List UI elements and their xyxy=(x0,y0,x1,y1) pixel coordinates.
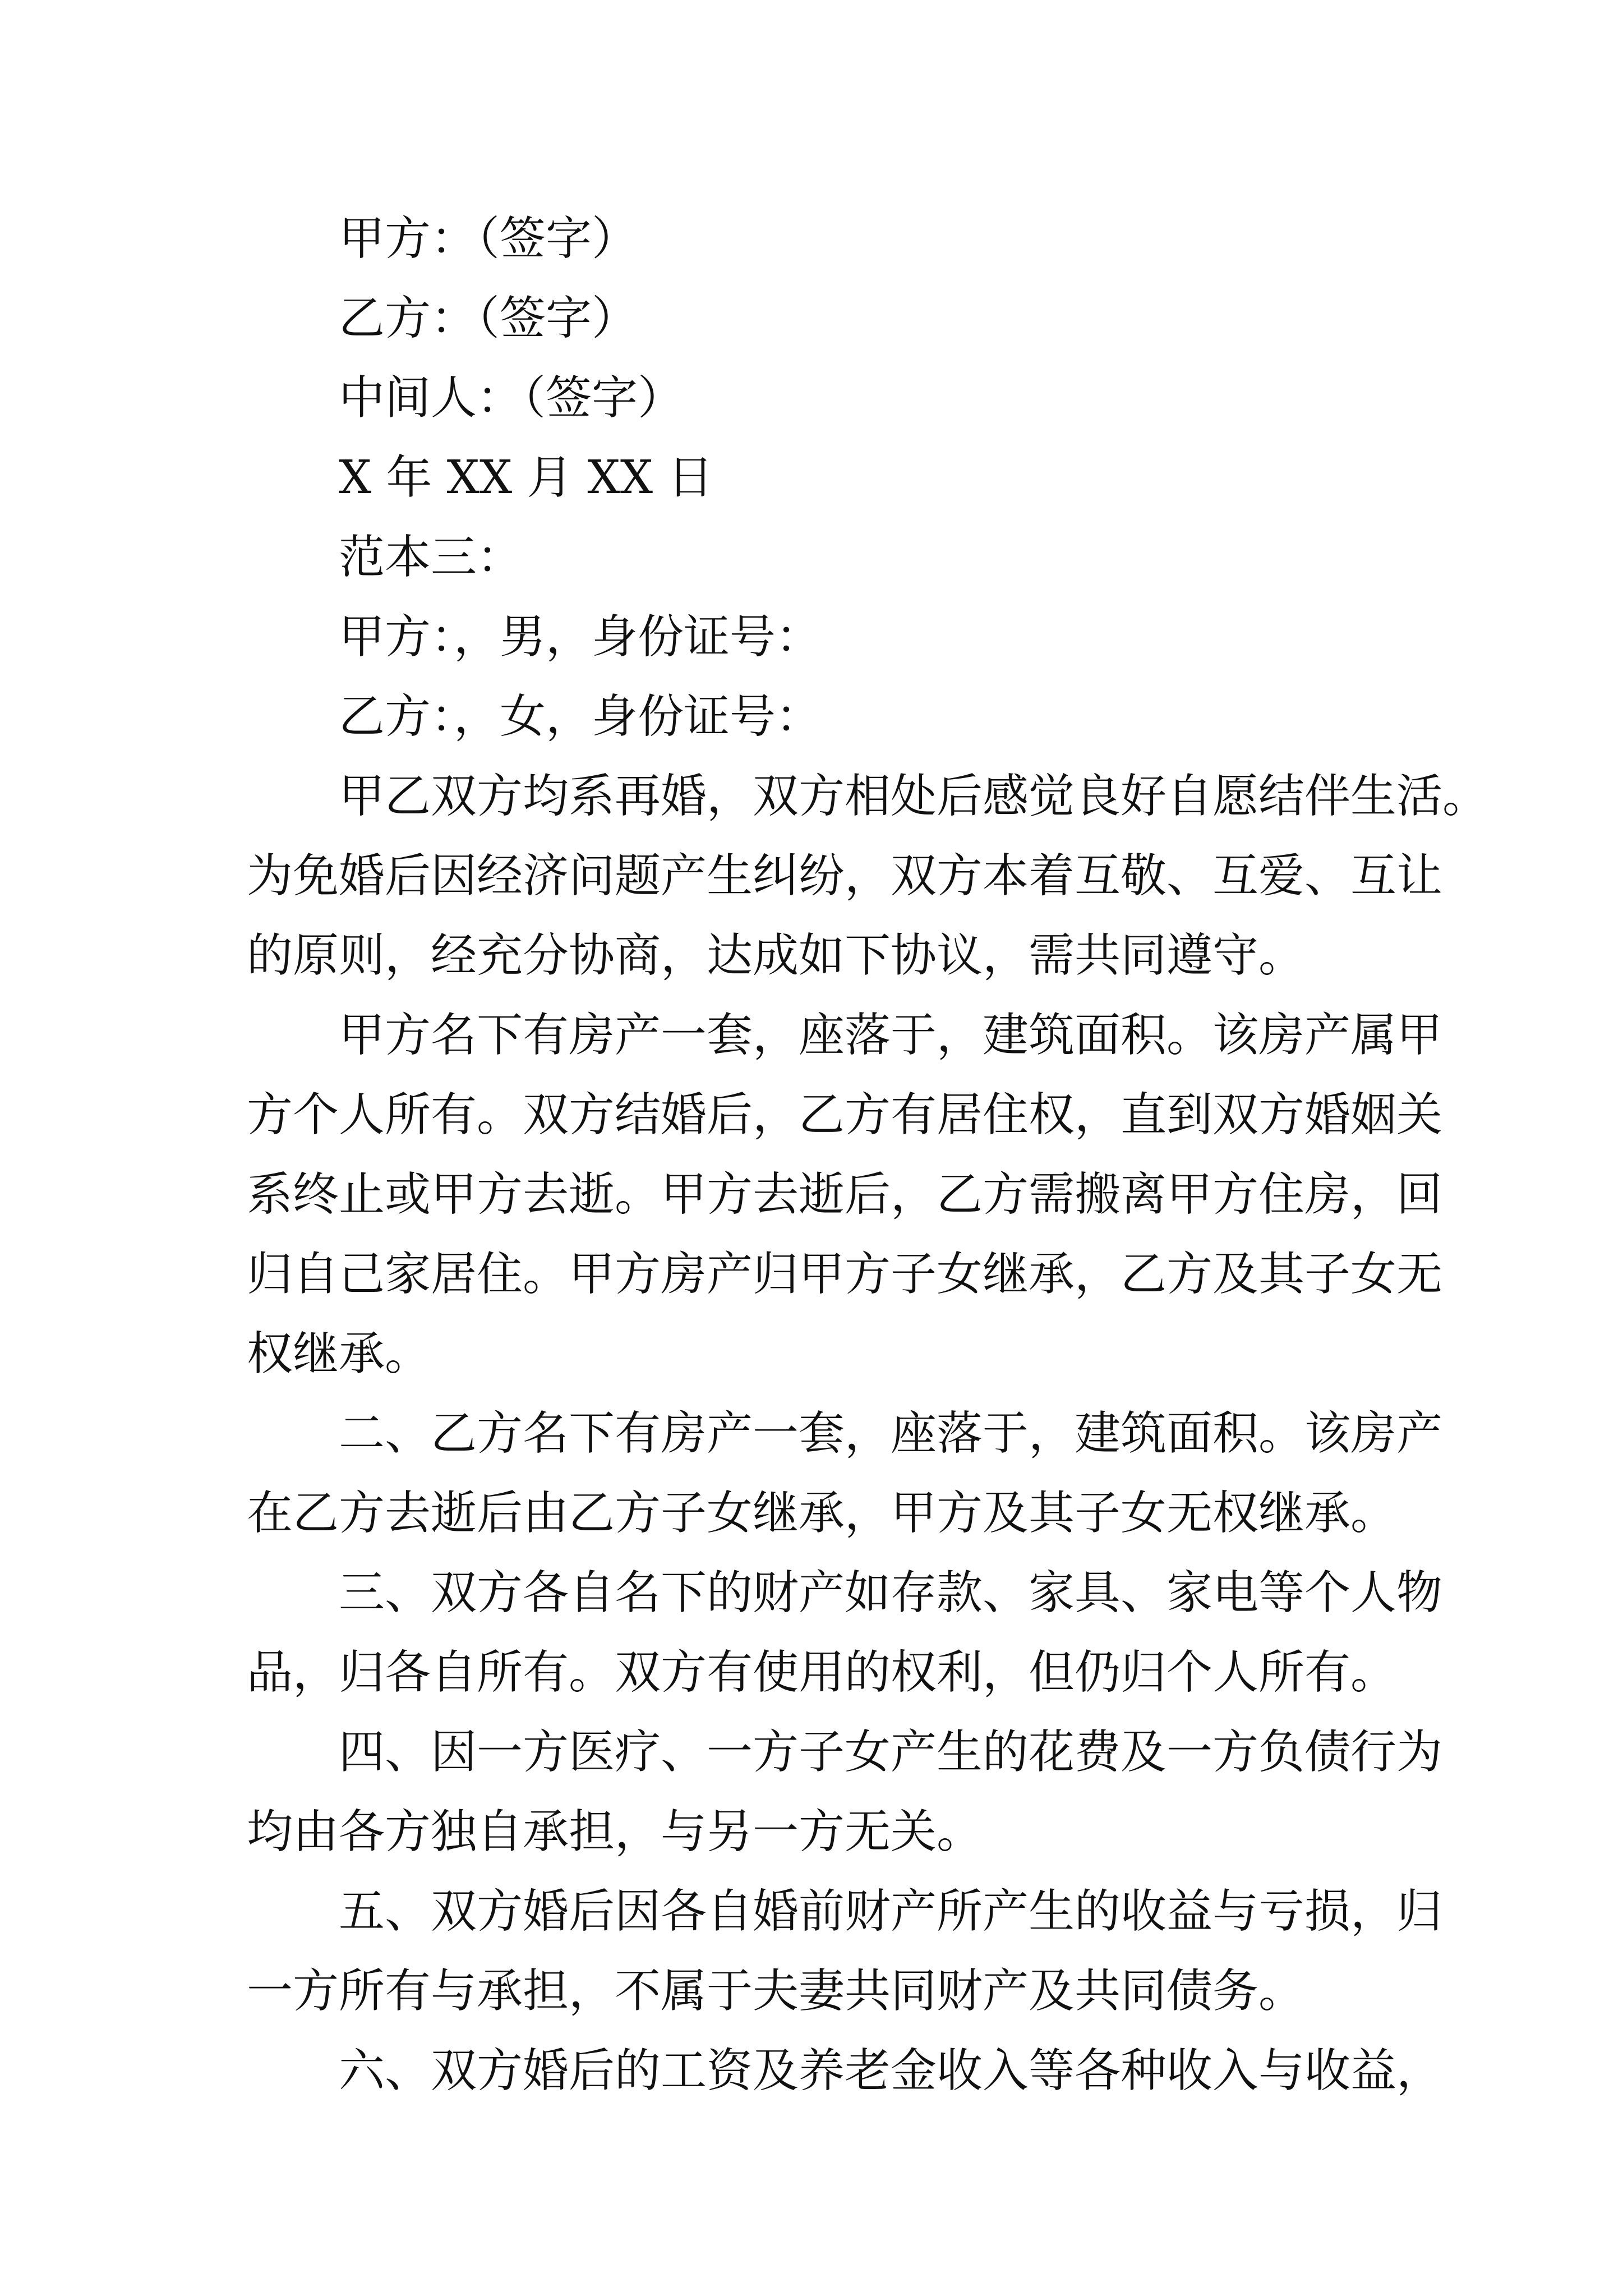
clause-3-line: 品，归各自所有。双方有使用的权利，但仍归个人所有。 xyxy=(247,1646,1397,1699)
paragraph-line: 权继承。 xyxy=(247,1327,431,1381)
signature-line-intermediary: 中间人：（签字） xyxy=(339,371,684,425)
template-heading: 范本三： xyxy=(339,531,523,584)
clause-2-line: 在乙方去逝后由乙方子女继承，甲方及其子女无权继承。 xyxy=(247,1487,1397,1540)
clause-3-line: 三、双方各自名下的财产如存款、家具、家电等个人物 xyxy=(339,1566,1443,1619)
paragraph-line: 系终止或甲方去逝。甲方去逝后，乙方需搬离甲方住房，回 xyxy=(247,1168,1443,1221)
party-b-info: 乙方：，女，身份证号： xyxy=(339,690,822,743)
paragraph-line: 归自己家居住。甲方房产归甲方子女继承，乙方及其子女无 xyxy=(247,1248,1443,1301)
clause-4-line: 四、因一方医疗、一方子女产生的花费及一方负债行为 xyxy=(339,1726,1443,1779)
clause-6-line: 六、双方婚后的工资及养老金收入等各种收入与收益， xyxy=(339,2044,1443,2097)
clause-2-line: 二、乙方名下有房产一套，座落于，建筑面积。该房产 xyxy=(339,1407,1443,1460)
clause-4-line: 均由各方独自承担，与另一方无关。 xyxy=(247,1805,983,1858)
clause-5-line: 五、双方婚后因各自婚前财产所产生的收益与亏损，归 xyxy=(339,1885,1443,1938)
paragraph-line: 的原则，经充分协商，达成如下协议，需共同遵守。 xyxy=(247,929,1305,982)
clause-5-line: 一方所有与承担，不属于夫妻共同财产及共同债务。 xyxy=(247,1964,1305,2018)
document-body xyxy=(247,199,1489,2111)
signature-line-party-b: 乙方：（签字） xyxy=(339,292,638,345)
paragraph-line: 方个人所有。双方结婚后，乙方有居住权，直到双方婚姻关 xyxy=(247,1088,1443,1142)
signature-line-party-a: 甲方：（签字） xyxy=(339,212,638,265)
paragraph-line: 为免婚后因经济问题产生纠纷，双方本着互敬、互爱、互让 xyxy=(247,849,1443,903)
date-line: X 年 XX 月 XX 日 xyxy=(339,451,714,504)
paragraph-line: 甲方名下有房产一套，座落于，建筑面积。该房产属甲 xyxy=(339,1009,1443,1062)
party-a-info: 甲方：，男，身份证号： xyxy=(339,610,822,664)
paragraph-line: 甲乙双方均系再婚，双方相处后感觉良好自愿结伴生活。 xyxy=(339,770,1489,823)
